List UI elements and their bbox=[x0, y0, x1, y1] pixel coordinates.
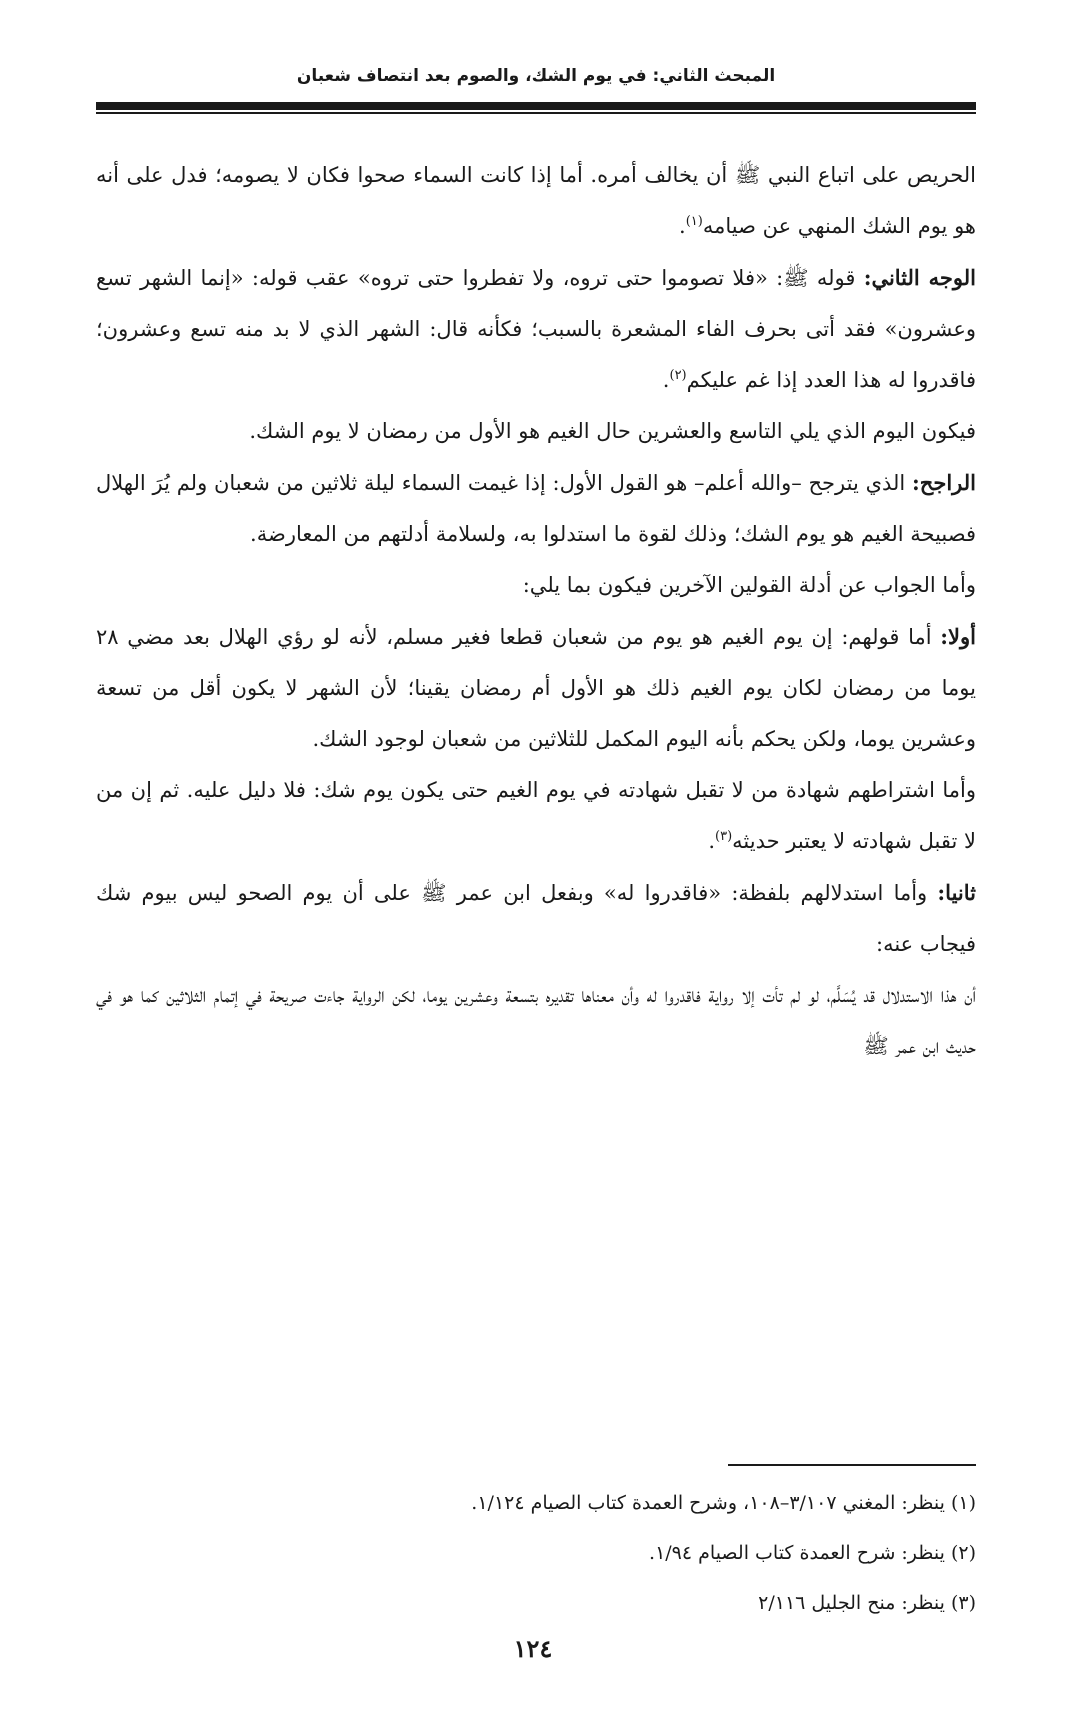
paragraph-lead: ثانيا: bbox=[937, 880, 976, 905]
paragraph-text: قوله ﷺ: «فلا تصوموا حتى تروه، ولا تفطروا حتى تروه» عقب قوله: «إنما الشهر تسع وعشرون» فقد أتى بحرف الفاء المشعرة بالسبب؛ فكأنه قال: الشهر الذي لا بد منه تسع وعشرون؛ فاقدروا له هذا العدد إذا غم عليكم bbox=[96, 266, 976, 392]
paragraph-3: فيكون اليوم الذي يلي التاسع والعشرين حال الغيم هو الأول من رمضان لا يوم الشك. bbox=[249, 419, 976, 443]
footnote-ref-3: (٣) bbox=[715, 829, 733, 844]
paragraph-text: وأما اشتراطهم شهادة من لا تقبل شهادته في يوم الغيم حتى يكون يوم شك: فلا دليل عليه. ثم إن من لا تقبل شهادته لا يعتبر حديثه bbox=[96, 778, 976, 853]
footnote-ref-2: (٢) bbox=[669, 368, 687, 383]
footnote-3: (٣) ينظر: منح الجليل ٢/١١٦ bbox=[758, 1592, 976, 1614]
paragraph-7 bbox=[96, 765, 976, 867]
header-rule-thick bbox=[96, 102, 976, 110]
paragraph-5: وأما الجواب عن أدلة القولين الآخرين فيكون بما يلي: bbox=[522, 573, 976, 597]
footnote-ref-1: (١) bbox=[685, 214, 703, 229]
paragraph-1 bbox=[96, 150, 976, 252]
main-text bbox=[96, 150, 976, 1072]
paragraph-2 bbox=[96, 252, 976, 406]
page-number: ١٢٤ bbox=[513, 1634, 553, 1663]
paragraph-end: . bbox=[679, 214, 686, 238]
paragraph-lead: أولا: bbox=[940, 624, 976, 649]
footnote-separator bbox=[728, 1464, 976, 1466]
paragraph-6 bbox=[96, 611, 976, 765]
paragraph-end: . bbox=[708, 829, 715, 853]
footnote-1: (١) ينظر: المغني ٣/١٠٧–١٠٨، وشرح العمدة كتاب الصيام ١/١٢٤. bbox=[471, 1492, 976, 1514]
paragraph-lead: الراجح: bbox=[912, 470, 976, 495]
paragraph-text: الذي يترجح –والله أعلم– هو القول الأول: إذا غيمت السماء ليلة ثلاثين من شعبان ولم يُرَ الهلال فصبيحة الغيم هو يوم الشك؛ وذلك لقوة ما استدلوا به، ولسلامة أدلتهم من المعارضة. bbox=[96, 471, 976, 546]
footnote-2: (٢) ينظر: شرح العمدة كتاب الصيام ١/٩٤. bbox=[649, 1542, 976, 1564]
footnotes bbox=[96, 1478, 976, 1628]
header-rule-thin bbox=[96, 112, 976, 114]
paragraph-text: وأما استدلالهم بلفظة: «فاقدروا له» وبفعل ابن عمر ﷺ على أن يوم الصحو ليس بيوم شك فيجاب عنه: bbox=[96, 881, 976, 956]
paragraph-text: أما قولهم: إن يوم الغيم هو يوم من شعبان قطعا فغير مسلم، لأنه لو رؤي الهلال بعد مضي ٢٨ يوما من رمضان لكان يوم الغيم ذلك هو الأول أم رمضان يقينا؛ لأن الشهر لا يكون أقل من تسعة وعشرين يوما، ولكن يحكم بأنه اليوم المكمل للثلاثين من شعبان لوجود الشك. bbox=[96, 625, 976, 751]
paragraph-lead: الوجه الثاني: bbox=[863, 265, 976, 290]
paragraph-end: . bbox=[662, 368, 670, 392]
paragraph-4 bbox=[96, 457, 976, 560]
paragraph-9: أن هذا الاستدلال قد يُسَلَّم، لو لم تأت إلا رواية فاقدروا له وأن معناها تقديره بتسعة وعشرين يوما، لكن الرواية جاءت صريحة في إتمام الثلاثين كما هو في حديث ابن عمر ﷺ bbox=[96, 983, 976, 1058]
paragraph-text: الحريص على اتباع النبي ﷺ أن يخالف أمره. أما إذا كانت السماء صحوا فكان لا يصومه؛ فدل على أنه هو يوم الشك المنهي عن صيامه bbox=[96, 163, 976, 238]
paragraph-8 bbox=[96, 867, 976, 970]
running-header: المبحث الثاني: في يوم الشك، والصوم بعد انتصاف شعبان bbox=[296, 66, 776, 86]
